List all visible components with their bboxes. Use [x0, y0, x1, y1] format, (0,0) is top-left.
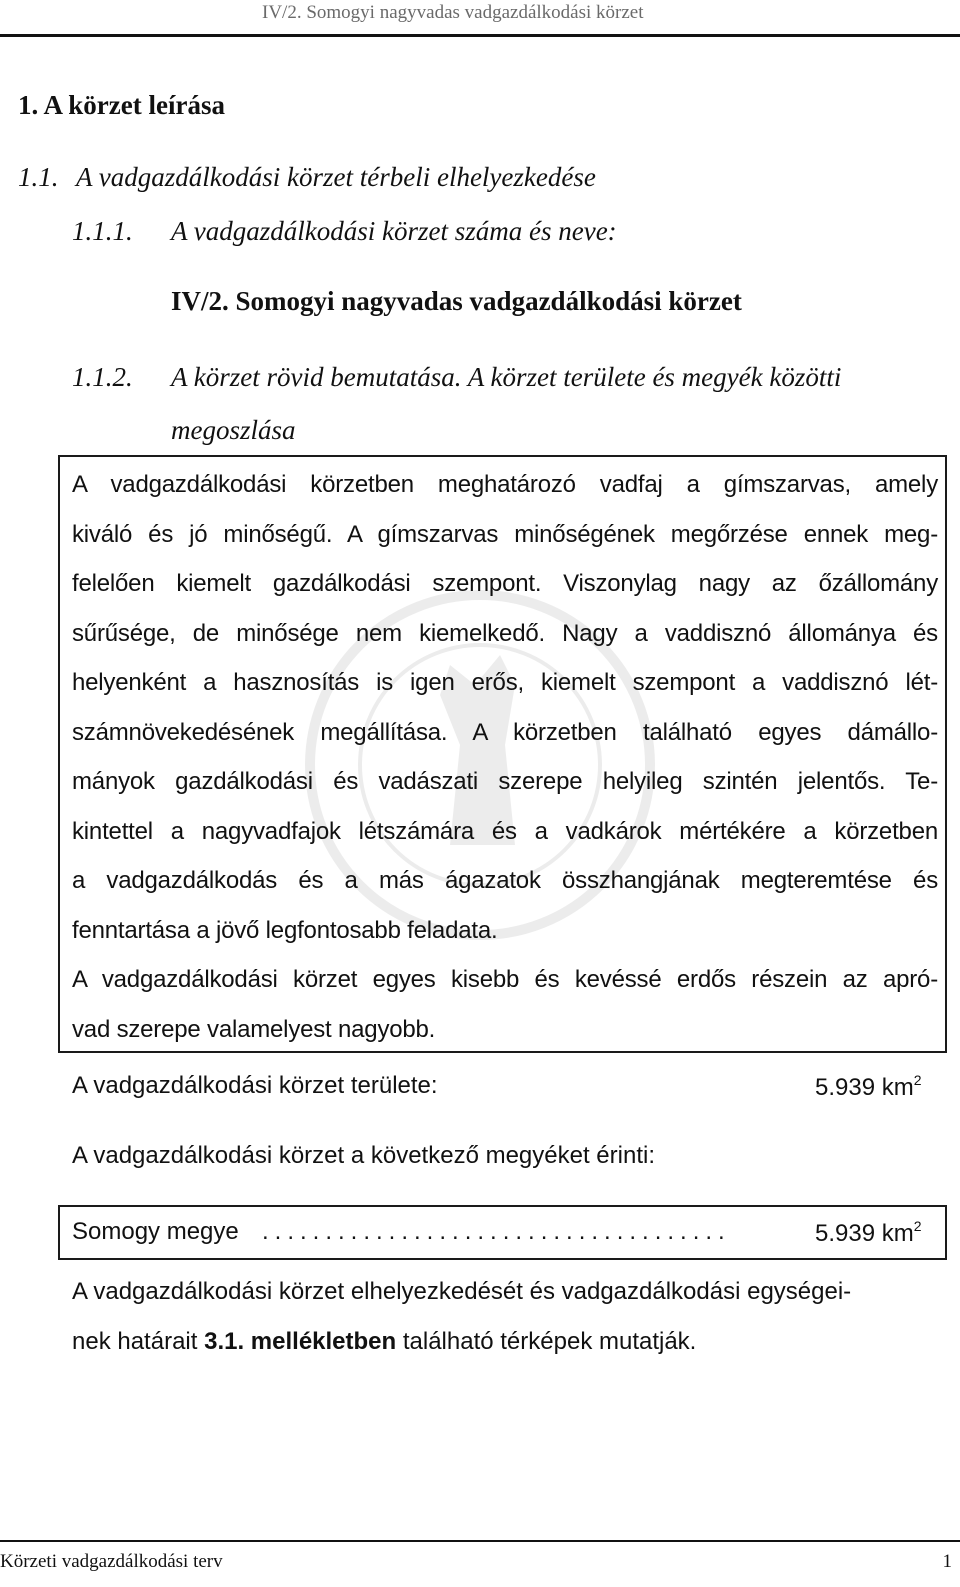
section-title-1-1: A vadgazdálkodási körzet térbeli elhelyezkedése — [76, 162, 596, 192]
description-line: kiváló és jó minőségű. A gímszarvas minőségének megőrzése ennek meg- — [72, 520, 938, 548]
description-text — [72, 460, 938, 1054]
description-line: sűrűsége, de minősége nem kiemelkedő. Nagy a vaddisznó állománya és — [72, 619, 938, 647]
area-value: 5.939 $km^2$ — [815, 1072, 922, 1101]
location-line-1: A vadgazdálkodási körzet elhelyezkedését és vadgazdálkodási egységei- — [72, 1278, 852, 1305]
area-label: A vadgazdálkodási körzet területe: — [72, 1072, 438, 1099]
page-number: 1 — [942, 1551, 952, 1572]
description-line: A vadgazdálkodási körzet egyes kisebb és kevéssé erdős részein az apró- — [72, 966, 938, 993]
description-line: A vadgazdálkodási körzetben meghatározó vadfaj a gímszarvas, amely — [72, 471, 938, 498]
county-value: 5.939 $km^2$ — [815, 1218, 922, 1247]
description-line: helyenként a hasznosítás is igen erős, kiemelt szempont a vaddisznó lét- — [72, 669, 938, 696]
counties-intro: A vadgazdálkodási körzet a következő megyéket érinti: — [72, 1142, 655, 1169]
section-number-1-1-1: 1.1.1. — [72, 216, 133, 246]
district-name: IV/2. Somogyi nagyvadas vadgazdálkodási körzet — [171, 286, 742, 316]
header-rule — [0, 34, 960, 37]
county-leader-dots: ..................................... — [262, 1218, 731, 1245]
footer-title: Körzeti vadgazdálkodási terv — [0, 1551, 223, 1572]
annex-reference: 3.1. mellékletben — [204, 1328, 397, 1355]
description-line: felelően kiemelt gazdálkodási szempont. Viszonylag nagy az őzállomány — [72, 570, 938, 597]
footer-rule — [0, 1540, 960, 1542]
description-line: a vadgazdálkodás és a más ágazatok összhangjának megteremtése és — [72, 867, 938, 894]
section-number-1-1-2: 1.1.2. — [72, 362, 133, 392]
description-line: vad szerepe valamelyest nagyobb. — [72, 1015, 436, 1043]
description-line: kintettel a nagyvadfajok létszámára és a vadkárok mértékére a körzetben — [72, 817, 938, 845]
section-title-1-1-2: A körzet rövid bemutatása. A körzet területe és megyék közötti — [171, 362, 842, 392]
section-title-1-1-2-cont: megoszlása — [171, 415, 296, 445]
section-title-1-1-1: A vadgazdálkodási körzet száma és neve: — [171, 216, 617, 246]
running-header: IV/2. Somogyi nagyvadas vadgazdálkodási körzet — [262, 2, 644, 23]
description-line: számnövekedésének megállítása. A körzetben található egyes dámállo- — [72, 718, 938, 746]
section-number-1-1: 1.1. — [18, 162, 59, 192]
county-name: Somogy megye — [72, 1218, 239, 1245]
description-line: fenntartása a jövő legfontosabb feladata. — [72, 916, 498, 944]
location-line-2: nek határait 3.1. mellékletben található térképek mutatják. — [72, 1328, 697, 1355]
section-heading-1: 1. A körzet leírása — [18, 90, 225, 120]
description-line: mányok gazdálkodási és vadászati szerepe helyileg szintén jelentős. Te- — [72, 768, 938, 795]
